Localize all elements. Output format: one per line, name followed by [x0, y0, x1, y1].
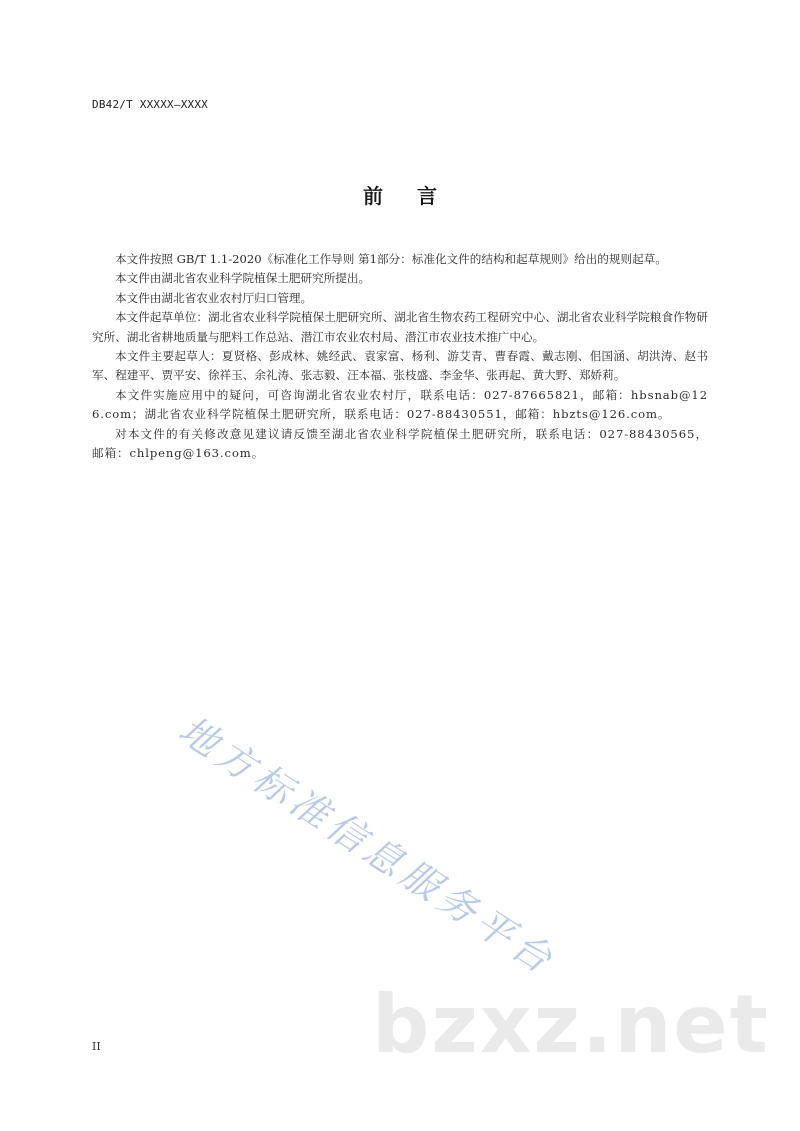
paragraph-feedback-contact: 对本文件的有关修改意见建议请反馈至湖北省农业科学院植保土肥研究所，联系电话：027-88430565，邮箱：chlpeng@163.com。: [92, 426, 708, 461]
page-title: 前言: [363, 184, 471, 208]
paragraph-administrator: 本文件由湖北省农业农村厅归口管理。: [115, 290, 313, 305]
brand-watermark: bzxz.net: [372, 978, 770, 1071]
foreword-body: [92, 250, 708, 463]
paragraph-drafting-rules: 本文件按照 GB/T 1.1-2020《标准化工作导则 第1部分：标准化文件的结构和起草规则》给出的规则起草。: [115, 252, 667, 266]
platform-watermark: 地方标准信息服务平台: [171, 707, 565, 985]
page-number: II: [92, 1040, 101, 1053]
paragraph-inquiry-contact: 本文件实施应用中的疑问，可咨询湖北省农业农村厅，联系电话：027-87665821，邮箱：hbsnab@126.com；湖北省农业科学院植保土肥研究所，联系电话：027-88430551，邮箱：hbzts@126.com。: [92, 387, 708, 422]
paragraph-proposer: 本文件由湖北省农业科学院植保土肥研究所提出。: [115, 271, 371, 286]
document-code: DB42/T XXXXX—XXXX: [92, 98, 208, 111]
paragraph-drafters: 本文件主要起草人：夏贤格、彭成林、姚经武、袁家富、杨利、游艾青、曹春霞、戴志刚、佀国涵、胡洪涛、赵书军、程建平、贾平安、徐祥玉、余礼涛、张志毅、汪本福、张枝盛、李金华、张再起、黄大野、郑娇莉。: [92, 349, 708, 383]
paragraph-drafting-units: 本文件起草单位：湖北省农业科学院植保土肥研究所、湖北省生物农药工程研究中心、湖北省农业科学院粮食作物研究所、湖北省耕地质量与肥料工作总站、潜江市农业农村局、潜江市农业技术推广中心。: [92, 310, 708, 344]
